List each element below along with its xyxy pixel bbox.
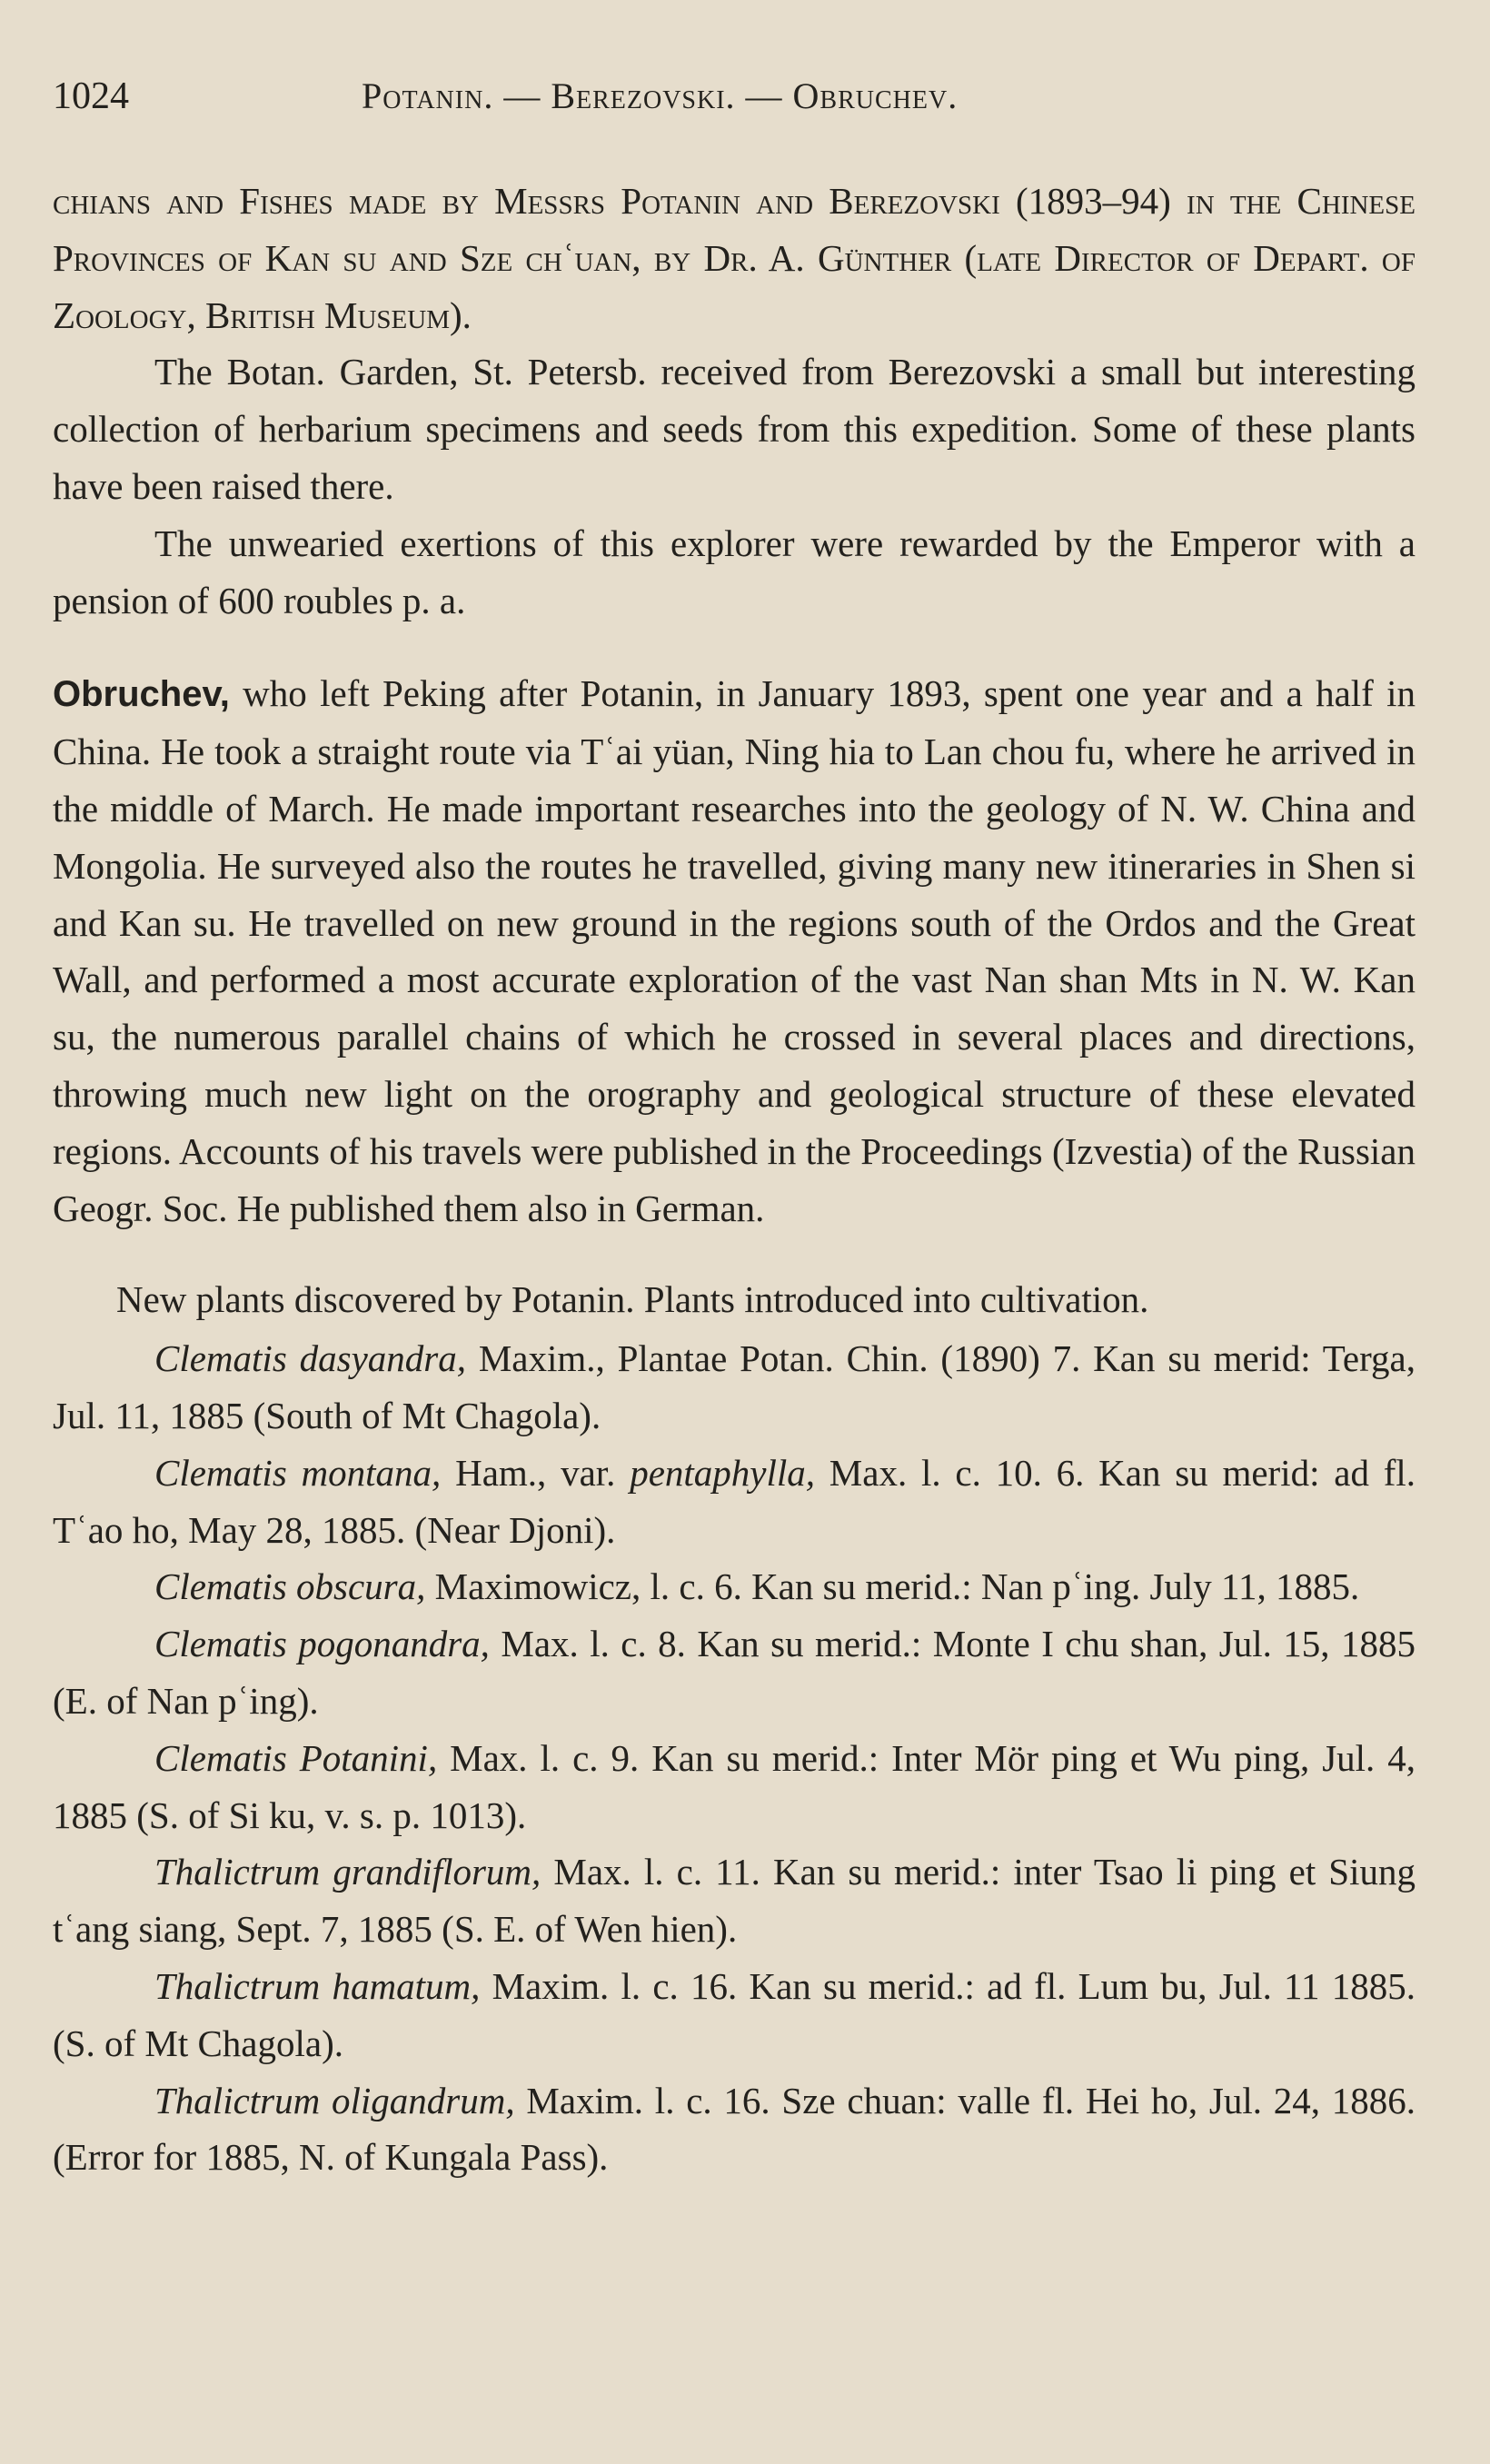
- plant-entry: [53, 1730, 1416, 1844]
- species-name: Clematis dasyandra,: [154, 1337, 466, 1380]
- entry-text: Max. l. c. 10. 6. Kan su merid: ad fl. Tʿao ho, May 28, 1885. (Near Djoni).: [53, 1451, 1416, 1551]
- page-number: 1024: [53, 75, 129, 117]
- entry-text: Max. l. c. 11. Kan su merid.: inter Tsao li ping et Siung tʿang siang, Sept. 7, 1885 (S. E. of Wen hien).: [53, 1851, 1416, 1951]
- intro-paragraph: [53, 173, 1416, 343]
- entry-text: Max. l. c. 9. Kan su merid.: Inter Mör ping et Wu ping, Jul. 4, 1885 (S. of Si ku, v. s. p. 1013).: [53, 1736, 1416, 1836]
- obruchev-text: who left Peking after Potanin, in January 1893, spent one year and a half in China. He took a straight route via Tʿai yüan, Ning hia to Lan chou fu, where he arrived in the middle of March. He made important researches into the geology of N. W. China and Mongolia. He surveyed also the routes he travelled, giving many new itineraries in Shen si and Kan su. He travelled on new ground in the regions south of the Ordos and the Great Wall, and performed a most accurate exploration of the vast Nan shan Mts in N. W. Kan su, the numerous parallel chains of which he crossed in several places and directions, throwing much new light on the orography and geological structure of these elevated regions. Accounts of his travels were published in the Proceedings (Izvestia) of the Russian Geogr. Soc. He published them also in German.: [53, 672, 1416, 1229]
- body-text: [53, 173, 1416, 2186]
- plant-entry: [53, 1558, 1416, 1615]
- intro-text: chians and Fishes made by Messrs Potanin and Berezovski (1893–94) in the Chinese Provinces of Kan su and Sze chʿuan, by Dr. A. Günther (late Director of Depart. of Zoology, British Museum).: [53, 180, 1416, 336]
- species-name: Clematis montana,: [154, 1451, 442, 1494]
- obruchev-name: Obruchev,: [53, 674, 230, 715]
- obruchev-paragraph: [53, 665, 1416, 1237]
- plant-entry: [53, 1843, 1416, 1958]
- running-title: Potanin. — Berezovski. — Obruchev.: [362, 75, 959, 116]
- garden-paragraph: The Botan. Garden, St. Petersb. received from Berezovski a small but interesting collection of herbarium specimens and seeds from this expedition. Some of these plants have been raised there.: [53, 351, 1416, 507]
- species-name: Clematis Potanini,: [154, 1736, 438, 1779]
- section-heading: New plants discovered by Potanin. Plants introduced into cultivation.: [116, 1278, 1149, 1321]
- entry-text: Ham., var.: [455, 1451, 616, 1494]
- plant-entry: [53, 1958, 1416, 2072]
- species-name: Thalictrum grandiflorum,: [154, 1851, 541, 1893]
- plant-entry: [53, 1615, 1416, 1730]
- plant-entry: [53, 2072, 1416, 2187]
- species-name: Clematis obscura,: [154, 1565, 426, 1608]
- entry-text: Maxim. l. c. 16. Kan su merid.: ad fl. Lum bu, Jul. 11 1885. (S. of Mt Chagola).: [53, 1964, 1416, 2064]
- plant-entry: [53, 1330, 1416, 1445]
- entry-text: Maxim. l. c. 16. Sze chuan: valle fl. Hei ho, Jul. 24, 1886. (Error for 1885, N. of Kungala Pass).: [53, 2079, 1416, 2179]
- species-name: Thalictrum hamatum,: [154, 1964, 481, 2007]
- species-name: Clematis pogonandra,: [154, 1623, 490, 1665]
- entry-text: Max. l. c. 8. Kan su merid.: Monte I chu shan, Jul. 15, 1885 (E. of Nan pʿing).: [53, 1623, 1416, 1722]
- plant-entry: [53, 1445, 1416, 1559]
- page-header: [0, 75, 1490, 129]
- entry-text: Maxim., Plantae Potan. Chin. (1890) 7. Kan su merid: Terga, Jul. 11, 1885 (South of Mt Chagola).: [53, 1337, 1416, 1436]
- variety-name: pentaphylla,: [630, 1451, 816, 1494]
- pension-paragraph: The unwearied exertions of this explorer were rewarded by the Emperor with a pension of 600 roubles p. a.: [53, 522, 1416, 621]
- entry-text: Maximowicz, l. c. 6. Kan su merid.: Nan pʿing. July 11, 1885.: [434, 1565, 1360, 1608]
- species-name: Thalictrum oligandrum,: [154, 2079, 515, 2121]
